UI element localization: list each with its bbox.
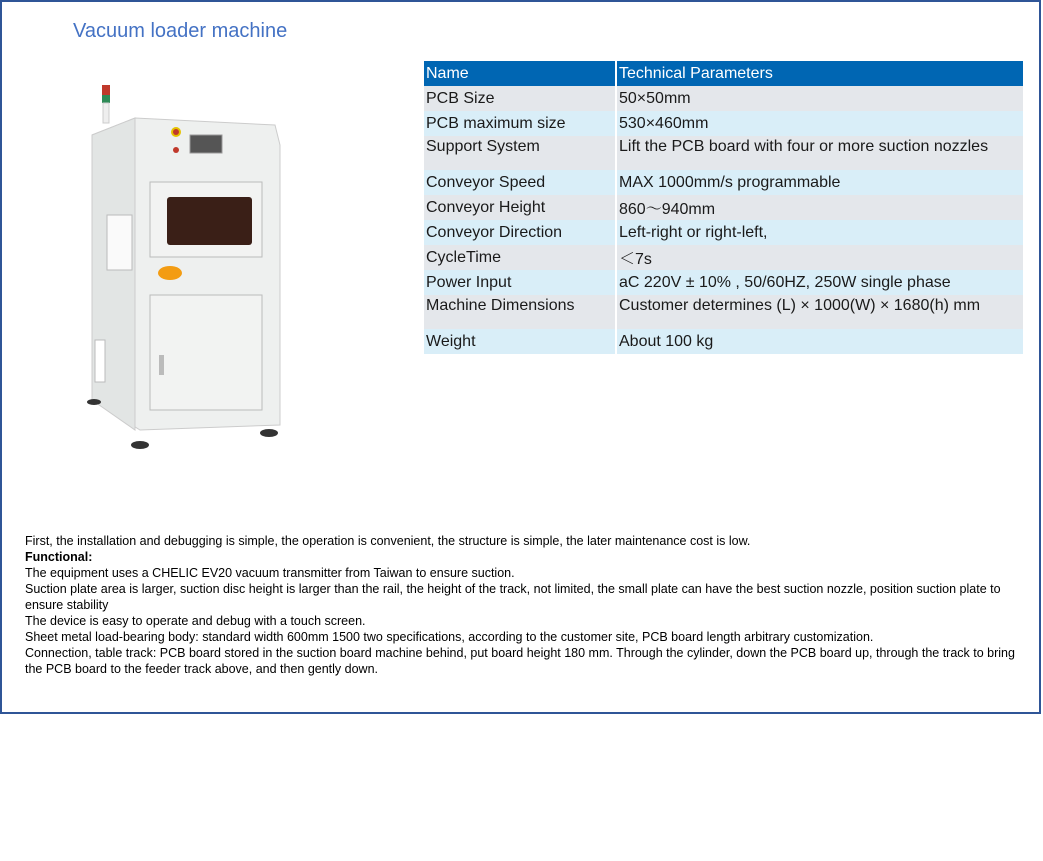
page-title: Vacuum loader machine: [73, 20, 288, 42]
param-value: aC 220V ± 10% , 50/60HZ, 250W single phase: [616, 270, 1024, 295]
vacuum-loader-machine-image: [80, 80, 290, 460]
description-line: The device is easy to operate and debug with a touch screen.: [25, 614, 366, 628]
description-intro: First, the installation and debugging is simple, the operation is convenient, the structure is simple, the later maintenance cost is low.: [25, 534, 751, 548]
table-row: [424, 329, 1024, 354]
param-value: 860～940mm: [616, 195, 1024, 220]
technical-parameters-table: [424, 61, 1025, 354]
param-value: About 100 kg: [616, 329, 1024, 354]
param-name: Support System: [424, 136, 616, 170]
param-name: PCB maximum size: [424, 111, 616, 136]
param-value: MAX 1000mm/s programmable: [616, 170, 1024, 195]
table-row: [424, 170, 1024, 195]
description-line: Sheet metal load-bearing body: standard width 600mm 1500 two specifications, according to the customer site, PCB board length arbitrary customization.: [25, 630, 874, 644]
param-value: Left-right or right-left,: [616, 220, 1024, 245]
param-name: Conveyor Height: [424, 195, 616, 220]
param-name: Machine Dimensions: [424, 295, 616, 329]
table-header-row: [424, 61, 1024, 86]
param-name: CycleTime: [424, 245, 616, 270]
header-technical-parameters: Technical Parameters: [616, 61, 1024, 86]
table-row: [424, 195, 1024, 220]
table-row: [424, 136, 1024, 170]
description-line: Connection, table track: PCB board stored in the suction board machine behind, put board height 180 mm. Through the cylinder, down the PCB board up, through the track to bring the PCB board to the feeder track above, and then gently down.: [25, 646, 1015, 676]
table-row: [424, 111, 1024, 136]
param-value: Customer determines (L) × 1000(W) × 1680(h) mm: [616, 295, 1024, 329]
table-row: [424, 245, 1024, 270]
description-line: The equipment uses a CHELIC EV20 vacuum transmitter from Taiwan to ensure suction.: [25, 566, 515, 580]
table-row: [424, 86, 1024, 111]
param-value: ＜7s: [616, 245, 1024, 270]
description: [25, 533, 1025, 677]
table-row: [424, 295, 1024, 329]
param-name: Power Input: [424, 270, 616, 295]
param-name: PCB Size: [424, 86, 616, 111]
header-name: Name: [424, 61, 616, 86]
table-row: [424, 270, 1024, 295]
param-name: Conveyor Speed: [424, 170, 616, 195]
functional-heading: Functional:: [25, 550, 93, 564]
table-row: [424, 220, 1024, 245]
param-value: 50×50mm: [616, 86, 1024, 111]
param-value: Lift the PCB board with four or more suction nozzles: [616, 136, 1024, 170]
param-value: 530×460mm: [616, 111, 1024, 136]
description-line: Suction plate area is larger, suction disc height is larger than the rail, the height of the track, not limited, the small plate can have the best suction nozzle, position suction plate to ensure stability: [25, 582, 1001, 612]
param-name: Weight: [424, 329, 616, 354]
param-name: Conveyor Direction: [424, 220, 616, 245]
